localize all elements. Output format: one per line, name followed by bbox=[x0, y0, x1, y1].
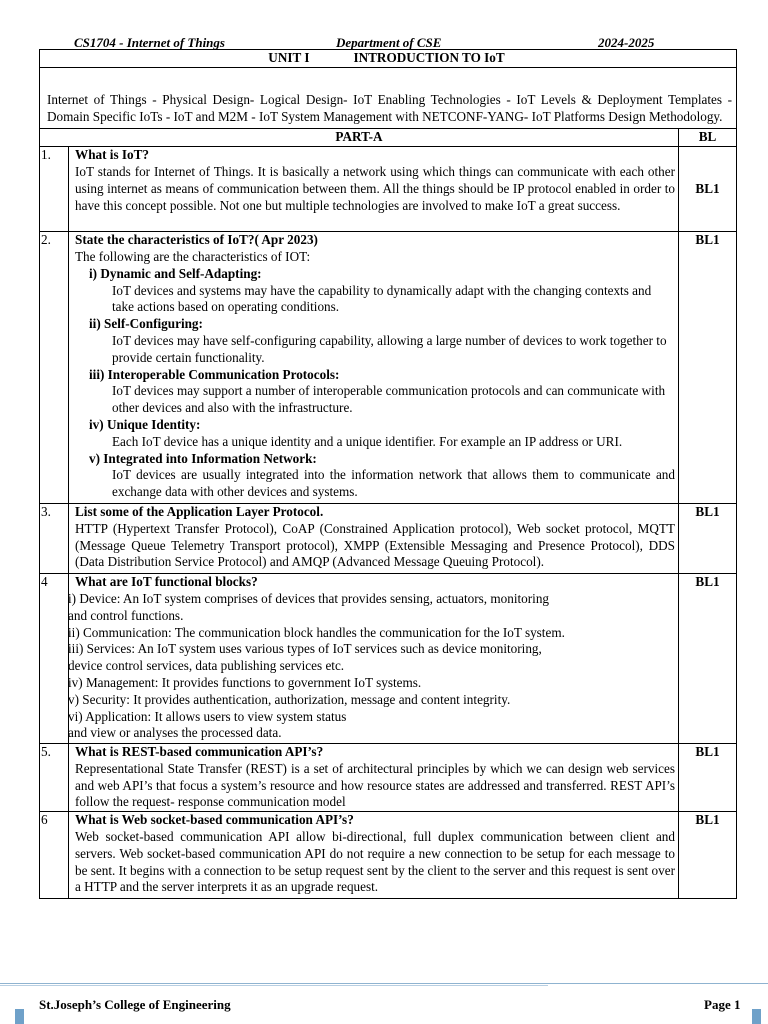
answer-text: HTTP (Hypertext Transfer Protocol), CoAP (Constrained Application protocol), Web socket protocol, MQTT (Message Queue Telemetry Transport protocol), XMPP (Extensible Messaging and Presence Protocol), DDS (Data Distribution Service Protocol) and AMQP (Advanced Message Queuing Protocol). bbox=[75, 520, 675, 570]
question-number: 5. bbox=[40, 744, 69, 812]
characteristic-title: iv) Unique Identity: bbox=[89, 416, 201, 432]
question-text: State the characteristics of IoT?( Apr 2023) bbox=[75, 232, 318, 248]
functional-block-line: ii) Communication: The communication block handles the communication for the IoT system. bbox=[68, 624, 565, 640]
characteristic-text: IoT devices and systems may have the capability to dynamically adapt with the changing contexts and take actions based on operating conditions. bbox=[112, 282, 652, 315]
question-text: What is IoT? bbox=[75, 147, 150, 163]
bloom-level: BL1 bbox=[679, 147, 737, 232]
college-name: St.Joseph’s College of Engineering bbox=[39, 997, 231, 1012]
part-title: PART-A bbox=[40, 129, 679, 147]
functional-block-line: and control functions. bbox=[68, 607, 184, 623]
department-name: Department of CSE bbox=[336, 35, 442, 50]
question-bank-table bbox=[39, 49, 736, 899]
question-row: 3. List some of the Application Layer Protocol. HTTP (Hypertext Transfer Protocol), CoAP (Constrained Application protocol), Web socket protocol, MQTT (Message Queue Telemetry Transport protocol), XMPP (Extensible Messaging and Presence Protocol), DDS (Data Distribution Service Protocol) and AMQP (Advanced Message Queuing Protocol). BL1 bbox=[40, 503, 737, 573]
characteristic-text: Each IoT device has a unique identity and a unique identifier. For example an IP address or URI. bbox=[112, 433, 623, 449]
question-number: 1. bbox=[40, 147, 69, 232]
unit-label: UNIT I bbox=[268, 50, 310, 65]
page-number: Page 1 bbox=[704, 997, 741, 1012]
question-row bbox=[40, 232, 737, 504]
question-number: 3. bbox=[40, 503, 69, 573]
bl-column-header: BL bbox=[679, 129, 737, 147]
characteristic-text: IoT devices may have self-configuring capability, allowing a large number of devices to work together to provide certain functionality. bbox=[112, 332, 667, 365]
footer-accent-left bbox=[15, 1009, 24, 1024]
question-row bbox=[40, 812, 737, 899]
unit-syllabus: Internet of Things - Physical Design- Logical Design- IoT Enabling Technologies - IoT Levels & Deployment Templates - Domain Specific IoTs - IoT and M2M - IoT System Management with NETCONF-YANG- IoT Platforms Design Methodology. bbox=[40, 67, 737, 129]
footer-divider-secondary bbox=[0, 985, 548, 986]
question-text: What is Web socket-based communication API’s? bbox=[75, 812, 354, 828]
question-text: What are IoT functional blocks? bbox=[75, 574, 258, 590]
footer-accent-right bbox=[752, 1009, 761, 1024]
functional-block-line: iii) Services: An IoT system uses various types of IoT services such as device monitoring, bbox=[68, 641, 542, 657]
bloom-level: BL1 bbox=[679, 812, 737, 899]
question-number: 6 bbox=[40, 812, 69, 899]
bloom-level: BL1 bbox=[679, 574, 737, 744]
bloom-level: BL1 bbox=[679, 232, 737, 504]
functional-block-line: v) Security: It provides authentication, authorization, message and content integrity. bbox=[68, 691, 511, 707]
functional-block-line: device control services, data publishing services etc. bbox=[68, 658, 345, 674]
part-header-row bbox=[40, 129, 737, 147]
question-row bbox=[40, 744, 737, 812]
answer-text: Web socket-based communication API allow bi-directional, full duplex communication between client and servers. Web socket-based communication API do not require a new connection to be setup for each message to be sent. It begins with a connection to be setup request sent by the client to the server and this request is sent over a HTTP and the server interprets it as an upgrade request. bbox=[75, 829, 675, 895]
characteristic-text: IoT devices are usually integrated into the information network that allows them to communicate and exchange data with other devices and systems. bbox=[112, 467, 675, 500]
unit-title-row bbox=[40, 50, 737, 68]
question-text: What is REST-based communication API’s? bbox=[75, 744, 324, 760]
question-row bbox=[40, 574, 737, 744]
question-text: List some of the Application Layer Protocol bbox=[75, 503, 320, 519]
question-number: 4 bbox=[40, 574, 69, 744]
question-row bbox=[40, 147, 737, 232]
functional-block-line: i) Device: An IoT system comprises of devices that provides sensing, actuators, monitoring bbox=[68, 590, 550, 606]
syllabus-row bbox=[40, 67, 737, 129]
functional-block-line: vi) Application: It allows users to view system status bbox=[68, 708, 347, 724]
course-title: CS1704 - Internet of Things bbox=[74, 35, 225, 50]
answer-intro: The following are the characteristics of IOT: bbox=[75, 248, 311, 264]
characteristic-title: iii) Interoperable Communication Protocols: bbox=[89, 366, 340, 382]
characteristic-text: IoT devices may support a number of interoperable communication protocols and can communicate with other devices and also with the infrastructure. bbox=[112, 383, 666, 416]
question-number: 2. bbox=[40, 232, 69, 504]
unit-title: INTRODUCTION TO IoT bbox=[353, 50, 505, 65]
characteristic-title: v) Integrated into Information Network: bbox=[89, 450, 317, 466]
bloom-level: BL1 bbox=[679, 503, 737, 573]
answer-text: IoT stands for Internet of Things. It is basically a network using which things can communicate with each other using internet as means of communication between them. All the things should be IP protocol enabled in order to have this concept possible. Not one but multiple technologies are involved to make IoT a great success. bbox=[75, 163, 675, 213]
functional-block-line: and view or analyses the processed data. bbox=[68, 725, 282, 741]
functional-block-line: iv) Management: It provides functions to government IoT systems. bbox=[68, 674, 422, 690]
answer-text: Representational State Transfer (REST) is a set of architectural principles by which we can design web services and web API’s that focus a system’s resource and how resource states are addressed and transferred. REST API’s follow the request- response communication model bbox=[75, 760, 675, 810]
footer-divider bbox=[0, 983, 768, 984]
characteristic-title: ii) Self-Configuring: bbox=[89, 316, 203, 332]
characteristic-title: i) Dynamic and Self-Adapting: bbox=[89, 265, 262, 281]
academic-year: 2024-2025 bbox=[598, 35, 655, 50]
bloom-level: BL1 bbox=[679, 744, 737, 812]
